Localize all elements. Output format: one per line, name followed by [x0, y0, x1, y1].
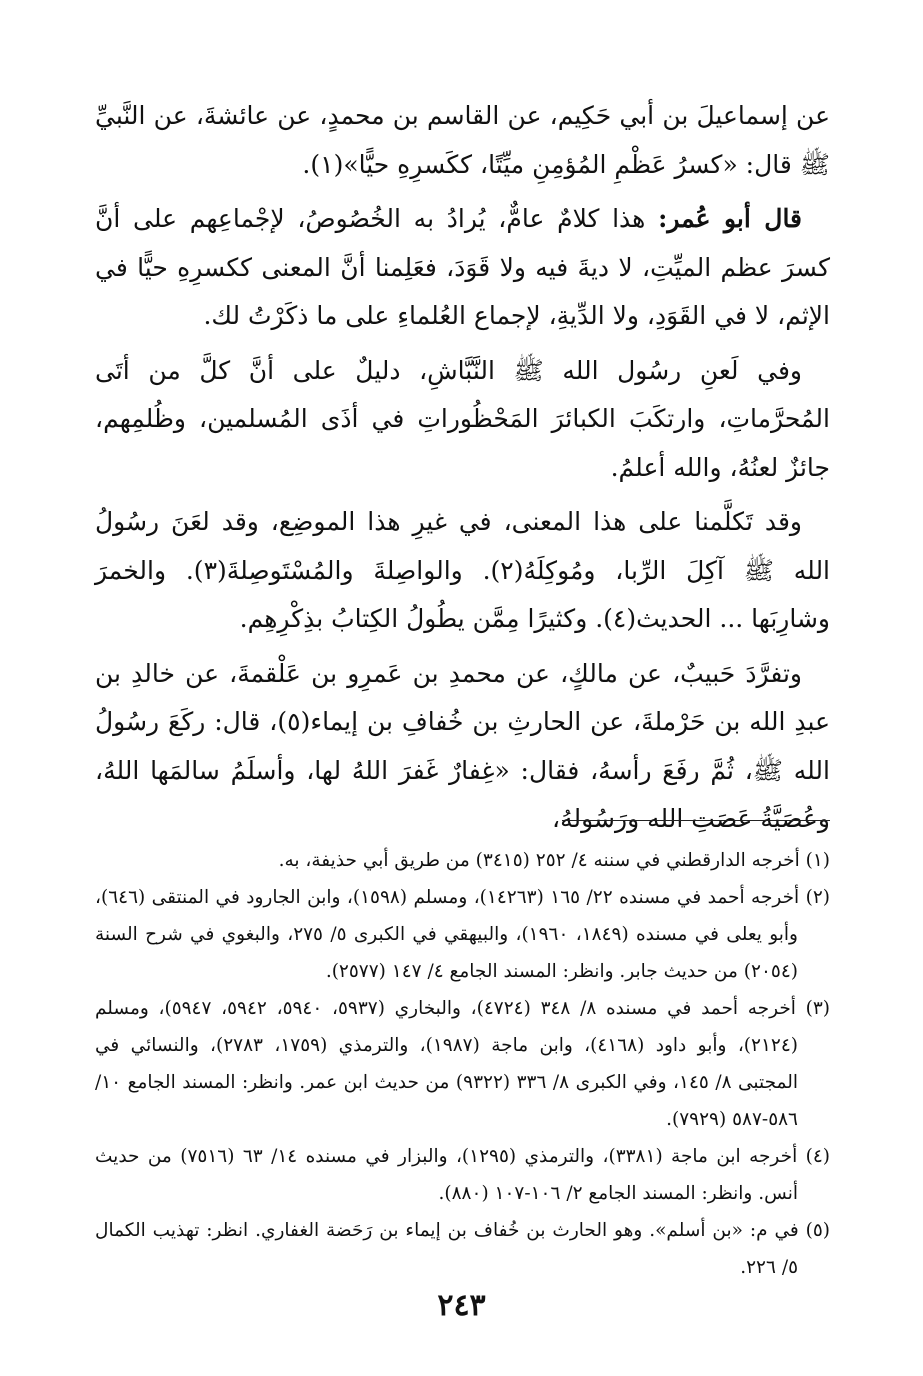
- paragraph-lan-nabbash: وفي لَعنِ رسُول الله ﷺ النَّبَّاشِ، دليلٌ على أنَّ كلَّ من أتَى المُحرَّماتِ، وارتكَبَ الكبائرَ المَحْظُوراتِ في أذَى المُسلمين، وظُلمِهم، جائزٌ لعنُهُ، والله أعلمُ.: [95, 355, 830, 482]
- paragraph-hadith-1: عن إسماعيلَ بن أبي حَكِيم، عن القاسم بن محمدٍ، عن عائشةَ، عن النَّبيِّ ﷺ قال: «كسرُ عَظْمِ المُؤمِنِ ميِّتًا، ككَسرِهِ حيًّا»(١).: [95, 101, 830, 179]
- paragraph-abu-umar-body: هذا كلامٌ عامٌّ، يُرادُ به الخُصُوصُ، لإجْماعِهم على أنَّ كسرَ عظم الميِّتِ، لا ديةَ فيه ولا قَوَدَ، فعَلِمنا أنَّ المعنى ككسرِهِ حيًّا في الإثم، لا في القَوَدِ، ولا الدِّيةِ، لإجماع العُلماءِ على ما ذكَرْتُ لك.: [95, 204, 830, 330]
- footnotes: [95, 842, 830, 1286]
- main-text: [95, 92, 830, 850]
- paragraph-habib-narration: وتفرَّدَ حَبيبٌ، عن مالكٍ، عن محمدِ بن عَمرِو بن عَلْقمةَ، عن خالدِ بن عبدِ الله بن حَرْملةَ، عن الحارثِ بن خُفافِ بن إيماء(٥)، قال: ركَعَ رسُولُ الله ﷺ، ثُمَّ رفَعَ رأسهُ، فقال: «غِفارٌ غَفرَ اللهُ لها، وأسلَمُ سالمَها اللهُ، وعُصَيَّةُ عَصَتِ الله ورَسُولهُ،: [95, 658, 830, 833]
- footnote-2: (٢) أخرجه أحمد في مسنده ٢٢/ ١٦٥ (١٤٢٦٣)، ومسلم (١٥٩٨)، وابن الجارود في المنتقى (٦٤٦)، وأبو يعلى في مسنده (١٨٤٩، ١٩٦٠)، والبيهقي في الكبرى ٥/ ٢٧٥، والبغوي في شرح السنة (٢٠٥٤) من حديث جابر. وانظر: المسند الجامع ٤/ ١٤٧ (٢٥٧٧).: [95, 887, 831, 982]
- footnote-separator: [562, 820, 830, 821]
- paragraph-abu-umar: [95, 195, 830, 341]
- footnote-1: (١) أخرجه الدارقطني في سننه ٤/ ٢٥٢ (٣٤١٥) من طريق أبي حذيفة، به.: [278, 850, 830, 871]
- footnote-5: (٥) في م: «بن أسلم». وهو الحارث بن خُفاف بن إيماء بن رَحَضة الغفاري. انظر: تهذيب الكمال ٥/ ٢٢٦.: [95, 1220, 830, 1278]
- page-number: ٢٤٣: [437, 1288, 486, 1323]
- footnote-4: (٤) أخرجه ابن ماجة (٣٣٨١)، والترمذي (١٢٩٥)، والبزار في مسنده ١٤/ ٦٣ (٧٥١٦) من حديث أنس. وانظر: المسند الجامع ٢/ ١٠٦-١٠٧ (٨٨٠).: [95, 1146, 830, 1204]
- paragraph-curses: وقد تَكلَّمنا على هذا المعنى، في غيرِ هذا الموضِع، وقد لعَنَ رسُولُ الله ﷺ آكِلَ الرِّبا، ومُوكِلَهُ(٢). والواصِلةَ والمُسْتَوصِلةَ(٣). والخمرَ وشارِبَها ... الحديث(٤). وكثيرًا مِمَّن يطُولُ الكِتابُ بذِكْرِهِم.: [95, 507, 831, 633]
- footnote-3: (٣) أخرجه أحمد في مسنده ٨/ ٣٤٨ (٤٧٢٤)، والبخاري (٥٩٣٧، ٥٩٤٠، ٥٩٤٢، ٥٩٤٧)، ومسلم (٢١٢٤)، وأبو داود (٤١٦٨)، وابن ماجة (١٩٨٧)، والترمذي (١٧٥٩، ٢٧٨٣)، والنسائي في المجتبى ٨/ ١٤٥، وفي الكبرى ٨/ ٣٣٦ (٩٣٢٢) من حديث ابن عمر. وانظر: المسند الجامع ١٠/ ٥٨٦-٥٨٧ (٧٩٢٩).: [95, 998, 830, 1130]
- speaker-label: قال أبو عُمر:: [658, 204, 803, 233]
